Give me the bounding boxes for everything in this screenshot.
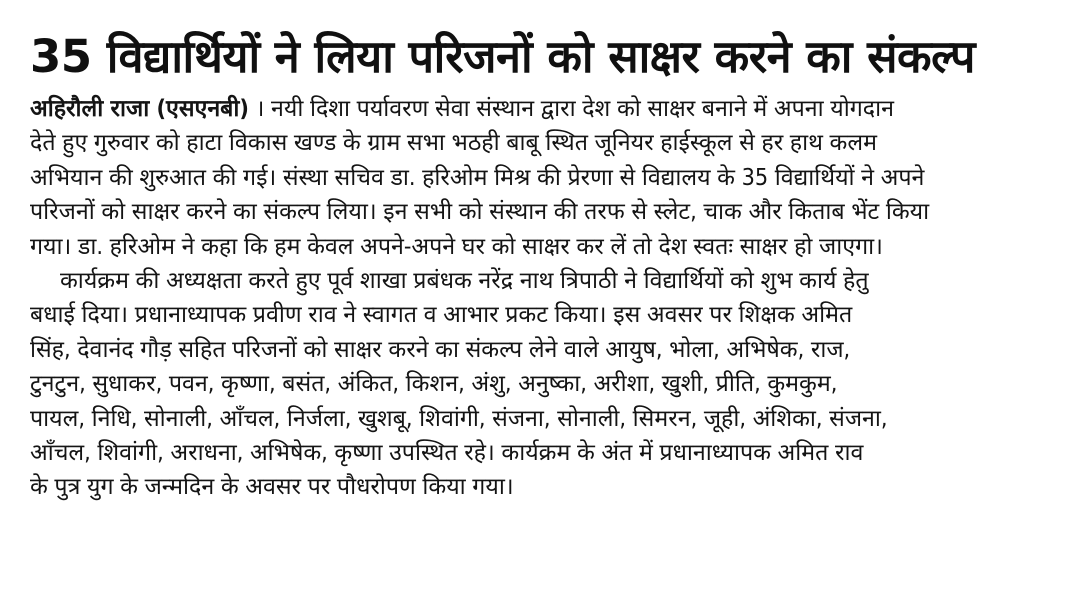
article-body	[30, 92, 1052, 505]
article-line-6: कार्यक्रम की अध्यक्षता करते हुए पूर्व शाखा प्रबंधक नरेंद्र नाथ त्रिपाठी ने विद्यार्थियों को शुभ कार्य हेतु	[60, 266, 869, 294]
article-line-1	[30, 92, 1052, 126]
article-line-1-text: । नयी दिशा पर्यावरण सेवा संस्थान द्वारा देश को साक्षर बनाने में अपना योगदान	[248, 95, 894, 122]
article-line-2: देते हुए गुरुवार को हाटा विकास खण्ड के ग्राम सभा भठही बाबू स्थित जूनियर हाईस्कूल से हर हाथ कलम	[30, 129, 877, 157]
article-line-4: परिजनों को साक्षर करने का संकल्प लिया। इन सभी को संस्थान की तरफ से स्लेट, चाक और किताब भेंट किया	[30, 198, 930, 226]
article-line-7: बधाई दिया। प्रधानाध्यापक प्रवीण राव ने स्वागत व आभार प्रकट किया। इस अवसर पर शिक्षक अमित	[30, 301, 853, 329]
article-line-10: पायल, निधि, सोनाली, आँचल, निर्जला, खुशबू, शिवांगी, संजना, सोनाली, सिमरन, जूही, अंशिका, संजना,	[30, 404, 888, 432]
article-line-8: सिंह, देवानंद गौड़ सहित परिजनों को साक्षर करने का संकल्प लेने वाले आयुष, भोला, अभिषेक, राज,	[30, 335, 851, 363]
article-line-11: आँचल, शिवांगी, अराधना, अभिषेक, कृष्णा उपस्थित रहे। कार्यक्रम के अंत में प्रधानाध्यापक अमित राव	[30, 438, 864, 466]
headline: 35 विद्यार्थियों ने लिया परिजनों को साक्षर करने का संकल्प	[30, 30, 975, 83]
article-line-9: टुनटुन, सुधाकर, पवन, कृष्णा, बसंत, अंकित, किशन, अंशु, अनुष्का, अरीशा, खुशी, प्रीति, कुमकुम,	[30, 370, 838, 398]
article-line-12: के पुत्र युग के जन्मदिन के अवसर पर पौधरोपण किया गया।	[30, 473, 514, 501]
article-line-5: गया। डा. हरिओम ने कहा कि हम केवल अपने-अपने घर को साक्षर कर लें तो देश स्वतः साक्षर हो जाएगा।	[30, 232, 883, 260]
article-line-3: अभियान की शुरुआत की गई। संस्था सचिव डा. हरिओम मिश्र की प्रेरणा से विद्यालय के 35 विद्यार्थियों ने अपने	[30, 163, 925, 191]
dateline: अहिरौली राजा (एसएनबी)	[30, 95, 249, 122]
